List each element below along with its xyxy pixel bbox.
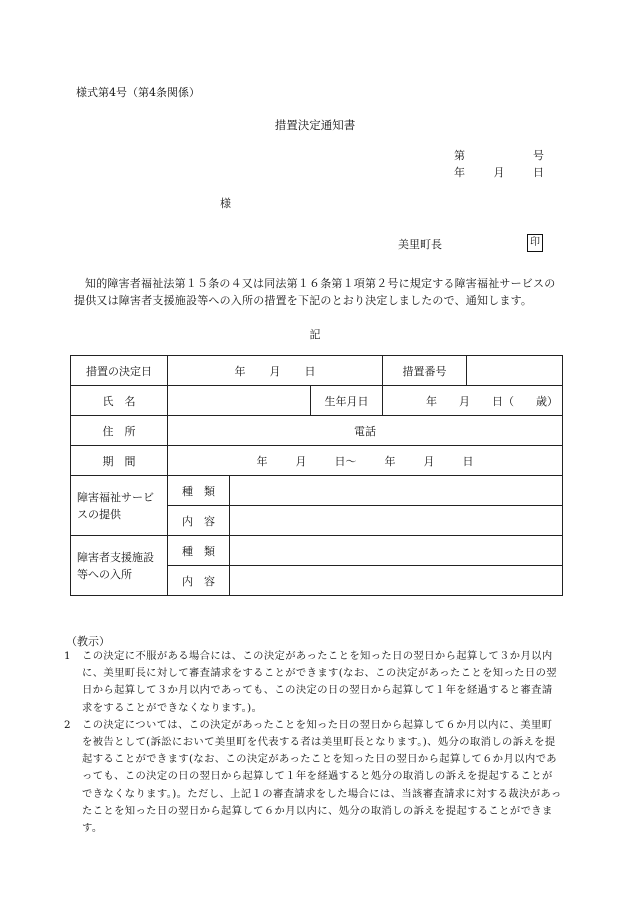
document-title: 措置決定通知書 — [274, 118, 356, 132]
service-provision-label: 障害福祉サービスの提供 — [71, 476, 168, 536]
period-start-month: 月 — [295, 454, 307, 468]
service-kind-label: 種 類 — [168, 476, 230, 506]
instruction-text: この決定に不服がある場合には、この決定があったことを知った日の翌日から起算して３か月以内に、美里町長に対して審査請求をすることができます(なお、この決定があったことを知った日の翌日から起算して３か月以内であっても、この決定の日の翌日から起算して１年を経過すると審査請求をすることができなくなります。)。 — [82, 650, 557, 714]
instruction-number: 1 — [64, 650, 71, 662]
decision-month: 月 — [269, 364, 281, 378]
period-end-day: 日 — [462, 454, 474, 468]
issue-day: 日 — [533, 166, 544, 179]
facility-kind-cell — [230, 536, 563, 566]
facility-admission-label: 障害者支援施設等への入所 — [71, 536, 168, 596]
table-row-name — [71, 386, 563, 416]
decision-date-label: 措置の決定日 — [71, 356, 168, 386]
service-kind-cell — [230, 476, 563, 506]
address-label: 住 所 — [71, 416, 168, 446]
facility-content-label: 内 容 — [168, 566, 230, 596]
service-content-cell — [230, 506, 563, 536]
decision-date-cell — [168, 356, 383, 386]
address-cell — [168, 416, 563, 446]
table-row-period — [71, 446, 563, 476]
measure-table — [70, 355, 563, 596]
period-end-year: 年 — [384, 454, 396, 468]
facility-kind-label: 種 類 — [168, 536, 230, 566]
birth-age: 歳） — [536, 394, 558, 408]
instruction-number: 2 — [64, 718, 71, 731]
issue-date-line — [454, 164, 544, 180]
period-start-year: 年 — [256, 454, 268, 468]
notice-body-text: 知的障害者福祉法第１５条の４又は同法第１６条第１項第２号に規定する障害福祉サービスの提供又は障害者支援施設等への入所の措置を下記のとおり決定しましたので、通知します。 — [74, 277, 556, 307]
instruction-list — [60, 648, 562, 837]
period-label: 期 間 — [71, 446, 168, 476]
table-row-service-kind — [71, 476, 563, 506]
period-end-month: 月 — [423, 454, 435, 468]
birth-date-cell — [383, 386, 563, 416]
seal-mark: 印 — [527, 234, 543, 252]
instruction-text: この決定については、この決定があったことを知った日の翌日から起算して６か月以内に、美里町を被告として(訴訟において美里町を代表する者は美里町長となります。)、処分の取消しの訴えを提起することができます(なお、この決定があったことを知った日の翌日から起算して６か月以内であっても、この決定の日の翌日から起算して１年を経過すると処分の取消しの訴えを提起することができなくなります。)。ただし、上記１の審査請求をした場合には、当該審査請求に対する裁決があったことを知った日の翌日から起算して６か月以内に、処分の取消しの訴えを提起することができます。 — [82, 718, 562, 835]
phone-label: 電話 — [354, 424, 376, 438]
measure-number-cell — [467, 356, 563, 386]
measure-number-label: 措置番号 — [383, 356, 467, 386]
issue-year: 年 — [454, 166, 465, 179]
issue-month: 月 — [493, 166, 505, 179]
name-cell — [168, 386, 311, 416]
period-start-day: 日～ — [334, 454, 357, 468]
record-mark: 記 — [309, 328, 321, 341]
facility-content-cell — [230, 566, 563, 596]
decision-day: 日 — [304, 364, 316, 378]
instruction-item — [60, 717, 562, 837]
table-row-address — [71, 416, 563, 446]
table-row-facility-kind — [71, 536, 563, 566]
birth-day: 日（ — [492, 394, 514, 408]
birth-date-label: 生年月日 — [311, 386, 383, 416]
document-number-line — [454, 147, 544, 163]
birth-year: 年 — [426, 394, 437, 408]
number-prefix: 第 — [454, 149, 465, 162]
instruction-heading: （教示） — [66, 635, 110, 648]
period-cell — [168, 446, 563, 476]
decision-year: 年 — [234, 364, 246, 378]
instruction-item — [60, 648, 562, 717]
service-content-label: 内 容 — [168, 506, 230, 536]
birth-month: 月 — [459, 394, 470, 408]
table-row-decision-date — [71, 356, 563, 386]
issuer-name: 美里町長 — [398, 238, 442, 251]
form-number: 様式第4号（第4条関係） — [76, 86, 200, 99]
name-label: 氏 名 — [71, 386, 168, 416]
recipient-honorific: 様 — [220, 197, 231, 210]
number-suffix: 号 — [533, 149, 544, 162]
